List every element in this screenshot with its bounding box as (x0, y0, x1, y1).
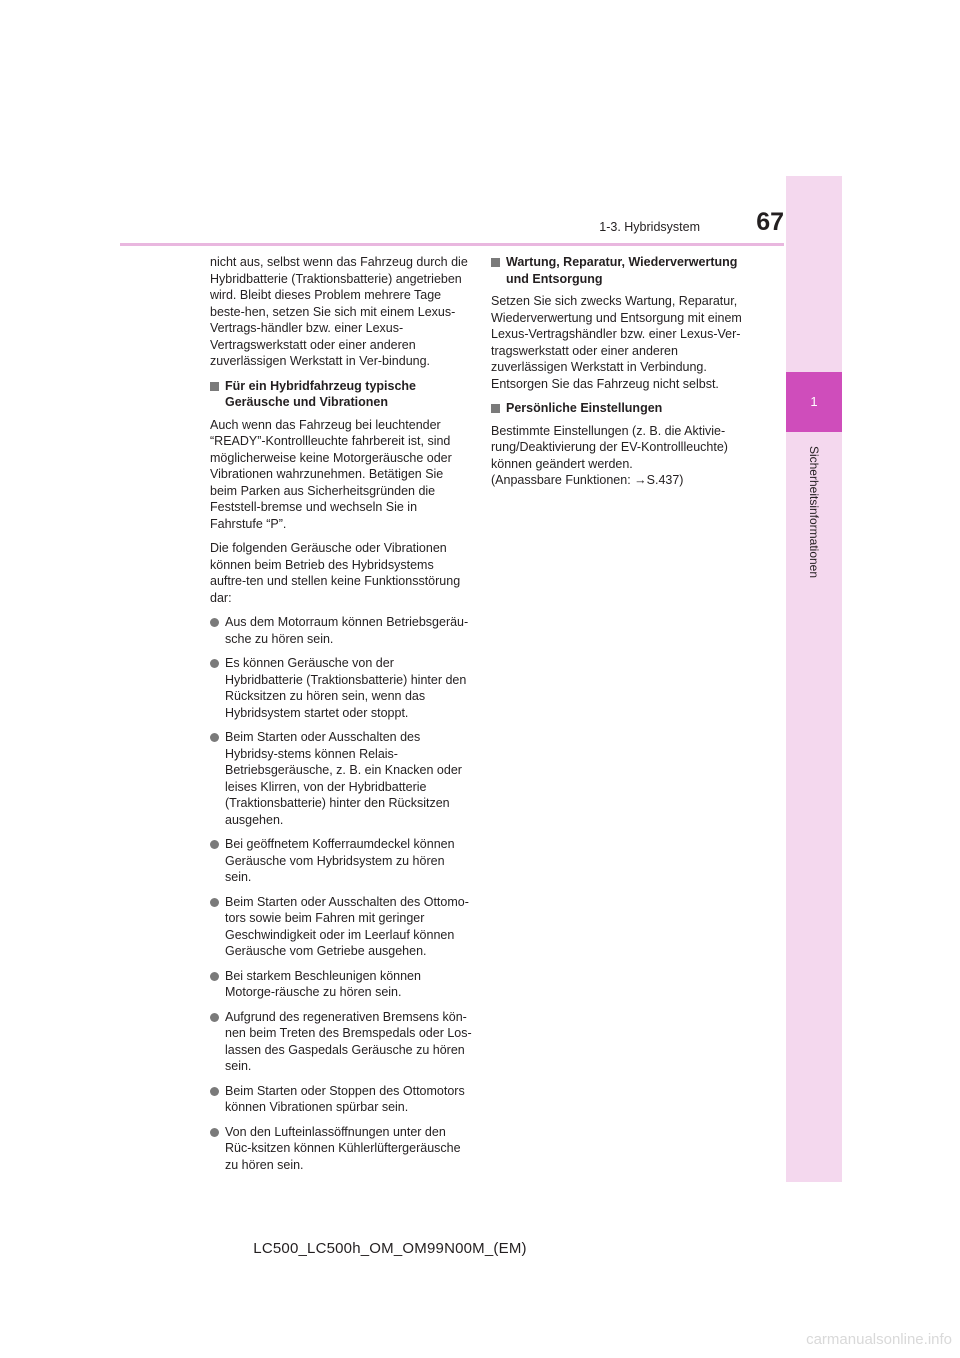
list-item: Es können Geräusche von der Hybridbatterie (Traktionsbatterie) hinter den Rücksitzen zu hören sein, wenn das Hybridsystem startet oder stoppt. (210, 655, 472, 721)
list-item: Beim Starten oder Ausschalten des Hybridsy-stems können Relais-Betriebsgeräusche, z. B. ein Knacken oder leises Klirren, von der Hybridbatterie (Traktionsbatterie) hinter den Rücksitzen ausgehen. (210, 729, 472, 828)
bullet-list (210, 614, 472, 1173)
list-item: Beim Starten oder Ausschalten des Ottomo-tors sowie beim Fahren mit geringer Geschwindigkeit oder im Leerlauf können Geräusche vom Getriebe ausgehen. (210, 894, 472, 960)
list-item: Bei starkem Beschleunigen können Motorge-räusche zu hören sein. (210, 968, 472, 1001)
section-heading-maintenance: Wartung, Reparatur, Wiederverwertung und Entsorgung (491, 254, 753, 287)
list-item: Bei geöffnetem Kofferraumdeckel können Geräusche vom Hybridsystem zu hören sein. (210, 836, 472, 886)
paragraph: Setzen Sie sich zwecks Wartung, Reparatur, Wiederverwertung und Entsorgung mit einem Lexus-Vertragshändler bzw. einer Lexus-Ver-tragswerkstatt oder einer anderen zuverlässigen Werkstatt in Verbindung. Entsorgen Sie das Fahrzeug nicht selbst. (491, 294, 742, 391)
section-title: 1-3. Hybridsystem (599, 220, 700, 234)
bullet-icon (210, 618, 219, 627)
section-heading-sounds: Für ein Hybridfahrzeug typische Geräusche und Vibrationen (210, 378, 472, 411)
right-column (491, 254, 753, 497)
bullet-icon (210, 1013, 219, 1022)
document-code: LC500_LC500h_OM_OM99N00M_(EM) (253, 1240, 527, 1257)
list-item: Beim Starten oder Stoppen des Ottomotors können Vibrationen spürbar sein. (210, 1083, 472, 1116)
paragraph: Auch wenn das Fahrzeug bei leuchtender “READY”-Kontrollleuchte fahrbereit ist, sind möglicherweise keine Motorgeräusche oder Vibrationen wahrzunehmen. Betätigen Sie beim Parken aus Sicherheitsgründen die Feststell-bremse und wechseln Sie in Fahrstufe “P”. (210, 417, 452, 531)
header-rule (120, 243, 784, 246)
bullet-icon (210, 898, 219, 907)
left-column (210, 254, 472, 1181)
section-heading-settings: Persönliche Einstellungen (491, 400, 753, 417)
bullet-icon (210, 840, 219, 849)
watermark: carmanualsonline.info (806, 1331, 952, 1348)
list-item: Aus dem Motorraum können Betriebsgeräu-sche zu hören sein. (210, 614, 472, 647)
bullet-icon (210, 659, 219, 668)
paragraph: Bestimmte Einstellungen (z. B. die Aktivie-rung/Deaktivierung der EV-Kontrollleuchte) können geändert werden. (491, 423, 728, 471)
list-item: Von den Lufteinlassöffnungen unter den Rüc-ksitzen können Kühlerlüftergeräusche zu hören sein. (210, 1124, 472, 1174)
cross-reference-link[interactable]: (Anpassbare Funktionen: →S.437) (491, 473, 684, 487)
bullet-icon (210, 733, 219, 742)
paragraph: Die folgenden Geräusche oder Vibrationen können beim Betrieb des Hybridsystems auftre-ten und stellen keine Funktionsstörung dar: (210, 541, 461, 605)
chapter-tab[interactable]: 1 (786, 372, 842, 432)
page-number: 67 (756, 208, 784, 236)
bullet-icon (210, 1087, 219, 1096)
bullet-icon (210, 972, 219, 981)
intro-paragraph: nicht aus, selbst wenn das Fahrzeug durch die Hybridbatterie (Traktionsbatterie) angetrieben wird. Bleibt dieses Problem mehrere Tage beste-hen, setzen Sie sich mit einem Lexus-Vertrags-händler bzw. einer Lexus-Vertragswerkstatt oder einer anderen zuverlässigen Werkstatt in Ver-bindung. (210, 255, 468, 368)
sidebar-band (786, 176, 842, 1182)
bullet-icon (210, 1128, 219, 1137)
list-item: Aufgrund des regenerativen Bremsens kön-nen beim Treten des Bremspedals oder Los-lassen des Gaspedals Geräusche zu hören sein. (210, 1009, 472, 1075)
